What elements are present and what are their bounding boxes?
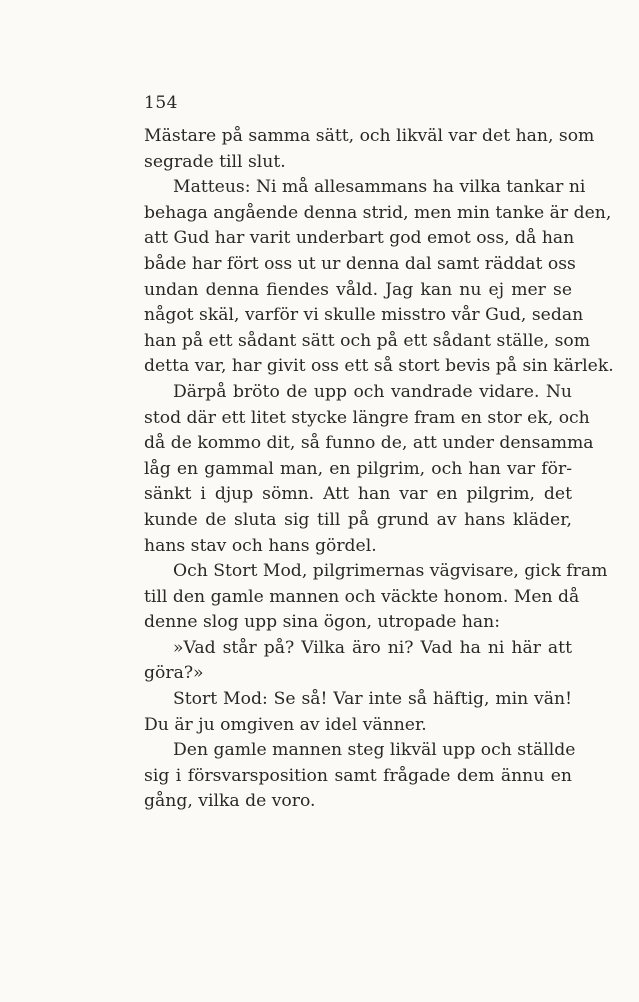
text-line: segrade till slut.	[144, 151, 286, 172]
text-line: något skäl, varför vi skulle misstro vår Gud, sedan	[144, 305, 584, 326]
text-line: Den gamle mannen steg likväl upp och ställde	[173, 740, 576, 761]
text-line: göra?»	[144, 663, 204, 684]
text-line: detta var, har givit oss ett så stort bevis på sin kärlek.	[144, 356, 614, 377]
text-line: till den gamle mannen och väckte honom. Men då	[144, 586, 580, 607]
text-line: gång, vilka de voro.	[144, 791, 316, 812]
text-line: både har fört oss ut ur denna dal samt räddat oss	[144, 253, 576, 274]
text-line: behaga angående denna strid, men min tanke är den,	[144, 202, 612, 223]
text-line: »Vad står på? Vilka äro ni? Vad ha ni här att	[173, 637, 572, 658]
text-line: hans stav och hans gördel.	[144, 535, 377, 556]
body-text	[144, 124, 614, 815]
text-line: kunde de sluta sig till på grund av hans kläder,	[144, 509, 572, 530]
text-line: stod där ett litet stycke längre fram en stor ek, och	[144, 407, 590, 428]
text-line: Och Stort Mod, pilgrimernas vägvisare, gick fram	[173, 561, 608, 582]
text-line: Matteus: Ni må allesammans ha vilka tankar ni	[173, 177, 586, 198]
text-line: Du är ju omgiven av idel vänner.	[144, 714, 427, 735]
text-line: Mästare på samma sätt, och likväl var det han, som	[144, 126, 595, 146]
text-line: att Gud har varit underbart god emot oss, då han	[144, 228, 575, 249]
text-line: undan denna fiendes våld. Jag kan nu ej mer se	[144, 279, 572, 300]
text-line: sänkt i djup sömn. Att han var en pilgrim, det	[144, 484, 572, 505]
text-line: denne slog upp sina ögon, utropade han:	[144, 612, 501, 633]
page-number: 154	[144, 93, 178, 113]
text-line: Stort Mod: Se så! Var inte så häftig, min vän!	[173, 689, 572, 710]
text-line: sig i försvarsposition samt frågade dem ännu en	[144, 765, 572, 786]
text-line: låg en gammal man, en pilgrim, och han var för-	[144, 458, 572, 479]
text-line: då de kommo dit, så funno de, att under densamma	[144, 433, 594, 454]
text-line: Därpå bröto de upp och vandrade vidare. Nu	[173, 381, 572, 402]
text-line: han på ett sådant sätt och på ett sådant ställe, som	[144, 330, 591, 351]
